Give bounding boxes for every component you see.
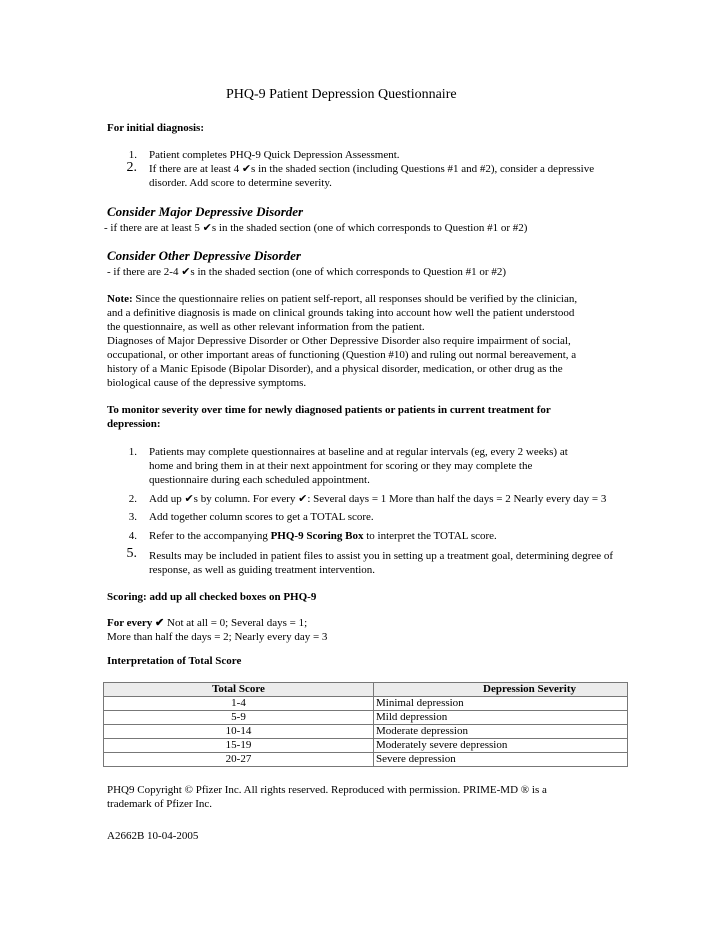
scoring-rule-line (107, 616, 327, 630)
score-range-cell: 15-19 (104, 739, 374, 753)
note-line: and a definitive diagnosis is made on clinical grounds taking into account how well the patient understood (107, 307, 575, 319)
note-line: biological cause of the depressive symptoms. (107, 377, 307, 389)
note-line: history of a Manic Episode (Bipolar Disorder), and a physical disorder, medication, or other drug as the (107, 363, 563, 375)
severity-cell: Severe depression (374, 753, 628, 767)
severity-cell: Moderately severe depression (374, 739, 628, 753)
note-paragraph (107, 292, 577, 390)
scoring-box-reference: PHQ-9 Scoring Box (270, 530, 364, 542)
monitor-item-text (149, 529, 497, 543)
scoring-rules (107, 616, 327, 644)
page-title: PHQ-9 Patient Depression Questionnaire (226, 87, 457, 102)
severity-cell: Mild depression (374, 711, 628, 725)
copyright-line: PHQ9 Copyright © Pfizer Inc. All rights reserved. Reproduced with permission. PRIME-MD ® is a (107, 784, 547, 796)
monitor-item-text (149, 549, 613, 577)
note-line: Diagnoses of Major Depressive Disorder or Other Depressive Disorder also require impairment of social, (107, 335, 571, 347)
monitor-heading-line: depression: (107, 418, 161, 430)
table-row (104, 697, 628, 711)
monitor-heading-line: To monitor severity over time for newly diagnosed patients or patients in current treatment for (107, 404, 551, 416)
score-range-cell: 20-27 (104, 753, 374, 767)
monitor-item-pre: Refer to the accompanying (149, 530, 271, 542)
monitor-item-number: 3. (128, 511, 137, 523)
monitor-item-line: questionnaire during each scheduled appointment. (149, 474, 370, 486)
interpretation-heading: Interpretation of Total Score (107, 655, 242, 667)
table-row (104, 711, 628, 725)
note-line: occupational, or other important areas of functioning (Question #10) and ruling out normal bereavement, a (107, 349, 577, 361)
document-code: A2662B 10-04-2005 (107, 830, 199, 842)
scoring-heading: Scoring: add up all checked boxes on PHQ-9 (107, 591, 317, 603)
initial-diagnosis-heading: For initial diagnosis: (107, 122, 204, 134)
monitor-item-number: 5. (126, 546, 137, 561)
table-header-row (104, 683, 628, 697)
for-every-label: For every ✔ (107, 617, 165, 629)
monitor-heading (107, 403, 551, 431)
column-header-total-score: Total Score (104, 683, 374, 697)
monitor-item-number: 1. (128, 446, 137, 458)
monitor-item-text: Add together column scores to get a TOTAL score. (149, 511, 374, 523)
monitor-item-text (149, 445, 568, 487)
scoring-rule-text: Not at all = 0; Several days = 1; (164, 617, 308, 629)
score-range-cell: 1-4 (104, 697, 374, 711)
initial-item-text (149, 162, 594, 190)
other-disorder-text: - if there are 2-4 ✔s in the shaded section (one of which corresponds to Question #1 or #2) (107, 266, 506, 278)
note-line: the questionnaire, as well as other relevant information from the patient. (107, 321, 425, 333)
initial-item-number: 1. (128, 149, 137, 161)
monitor-item-line: Patients may complete questionnaires at baseline and at regular intervals (eg, every 2 weeks) at (149, 446, 568, 458)
severity-cell: Moderate depression (374, 725, 628, 739)
major-disorder-heading: Consider Major Depressive Disorder (107, 204, 304, 219)
copyright-notice (107, 783, 547, 811)
column-header-severity: Depression Severity (374, 683, 628, 697)
note-label: Note: (107, 293, 133, 305)
interpretation-table (103, 682, 628, 767)
table-row (104, 739, 628, 753)
monitor-item-line: home and bring them in at their next appointment for scoring or they may complete the (149, 460, 533, 472)
major-disorder-text: - if there are at least 5 ✔s in the shaded section (one of which corresponds to Question #1 or #2) (104, 222, 528, 234)
score-range-cell: 10-14 (104, 725, 374, 739)
score-range-cell: 5-9 (104, 711, 374, 725)
other-disorder-heading: Consider Other Depressive Disorder (107, 248, 301, 263)
monitor-item-line: Results may be included in patient files to assist you in setting up a treatment goal, determining degree of (149, 550, 614, 562)
scoring-rule-line: More than half the days = 2; Nearly every day = 3 (107, 631, 328, 643)
initial-item-line: disorder. Add score to determine severity. (149, 177, 332, 189)
monitor-item-number: 4. (128, 530, 137, 542)
initial-item-number: 2. (126, 160, 137, 175)
table-row (104, 753, 628, 767)
copyright-line: trademark of Pfizer Inc. (107, 798, 213, 810)
table-row (104, 725, 628, 739)
note-line (107, 292, 577, 306)
monitor-item-number: 2. (128, 493, 137, 505)
severity-cell: Minimal depression (374, 697, 628, 711)
monitor-item-line: response, as well as guiding treatment intervention. (149, 564, 376, 576)
monitor-item-post: to interpret the TOTAL score. (363, 530, 497, 542)
initial-item-line: If there are at least 4 ✔s in the shaded section (including Questions #1 and #2), consider a depressive (149, 163, 595, 175)
initial-item-text: Patient completes PHQ-9 Quick Depression Assessment. (149, 149, 400, 161)
note-line-text: Since the questionnaire relies on patient self-report, all responses should be verified by the clinician, (132, 293, 578, 305)
monitor-item-text: Add up ✔s by column. For every ✔: Several days = 1 More than half the days = 2 Nearly every day = 3 (149, 493, 607, 505)
